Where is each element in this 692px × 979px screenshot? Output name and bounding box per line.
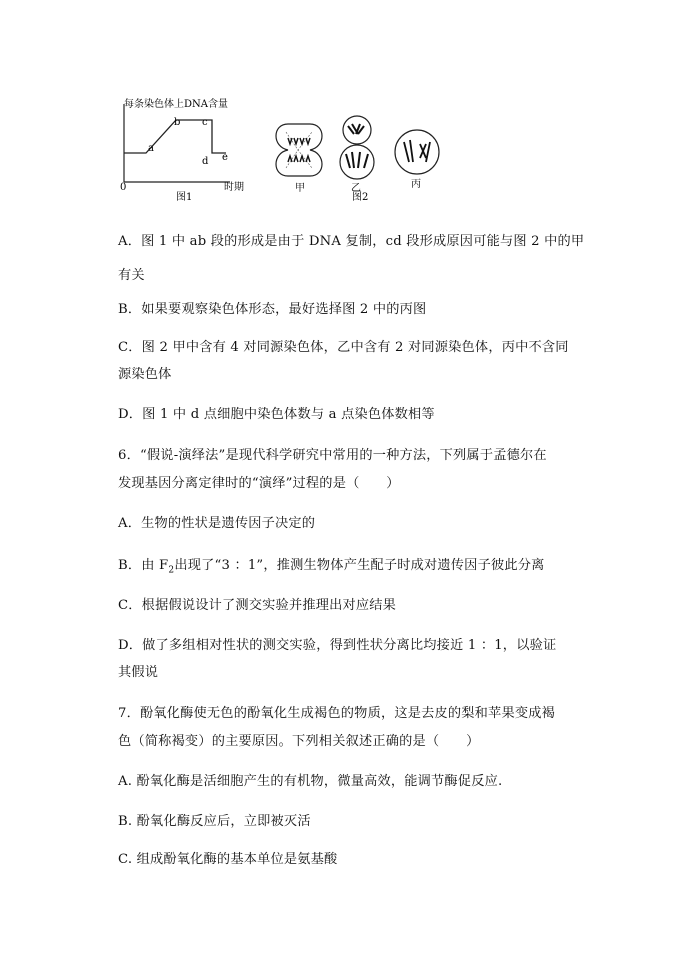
fig1-point-a: a	[148, 143, 154, 154]
fig1-caption: 图1	[176, 192, 193, 203]
question-6-line-1: 6．“假说-演绎法”是现代科学研究中常用的一种方法，下列属于孟德尔在	[118, 448, 547, 463]
cell-jia	[276, 124, 322, 194]
cell-yi-bottom-chromosomes	[346, 152, 368, 168]
fig2-caption: 图2	[352, 192, 369, 203]
option-5a-line-1: A．图 1 中 ab 段的形成是由于 DNA 复制，cd 段形成原因可能与图 2 中的甲	[118, 234, 585, 249]
cell-jia-label: 甲	[295, 183, 305, 194]
cell-jia-membrane	[276, 124, 322, 176]
option-7b: B. 酚氧化酶反应后，立即被灭活	[118, 814, 311, 829]
figure-svg	[112, 92, 452, 212]
option-5b: B．如果要观察染色体形态，最好选择图 2 中的丙图	[118, 302, 427, 317]
fig1-xlabel: 时期	[224, 182, 244, 193]
cell-jia-chromosomes-bottom	[288, 156, 310, 162]
option-6d-line-2: 其假说	[118, 665, 159, 680]
question-figure	[112, 92, 452, 212]
figure-2-cells	[276, 116, 439, 203]
option-6c: C．根据假说设计了测交实验并推理出对应结果	[118, 598, 397, 613]
cell-yi-label: 乙	[351, 183, 361, 194]
fig1-point-e: e	[222, 152, 228, 163]
option-7a: A. 酚氧化酶是活细胞产生的有机物，微量高效，能调节酶促反应.	[118, 774, 503, 789]
fig1-point-d: d	[202, 156, 209, 167]
option-6a: A．生物的性状是遗传因子决定的	[118, 516, 316, 531]
option-6b-post: 出现了“3 ：1”，推测生物体产生配子时成对遗传因子彼此分离	[174, 558, 545, 573]
question-7-line-1: 7．酚氧化酶使无色的酚氧化生成褐色的物质，这是去皮的梨和苹果变成褐	[118, 706, 555, 721]
cell-bing-membrane	[395, 130, 439, 174]
option-5a-line-2: 有关	[118, 268, 145, 283]
fig1-point-b: b	[174, 117, 181, 128]
option-5d: D．图 1 中 d 点细胞中染色体数与 a 点染色体数相等	[118, 407, 435, 422]
question-6-line-2: 发现基因分离定律时的“演绎”过程的是（ ）	[118, 476, 400, 491]
option-6b	[118, 556, 545, 581]
option-6d-line-1: D．做了多组相对性状的测交实验，得到性状分离比均接近 1 ：1，以验证	[118, 638, 557, 653]
option-6b-sub: 2	[168, 565, 175, 576]
cell-yi	[340, 116, 374, 194]
question-7-line-2: 色（简称褐变）的主要原因。下列相关叙述正确的是（ ）	[118, 734, 480, 749]
cell-bing	[395, 130, 439, 190]
figure-1-graph	[120, 97, 244, 203]
option-6b-pre: B．由 F	[118, 558, 169, 573]
option-7c: C. 组成酚氧化酶的基本单位是氨基酸	[118, 852, 338, 867]
cell-jia-spindle	[286, 132, 312, 168]
cell-yi-bottom	[340, 145, 374, 179]
cell-jia-chromosomes-top	[288, 138, 310, 144]
fig1-origin: 0	[120, 182, 127, 193]
fig1-point-c: c	[202, 117, 208, 128]
option-5c-line-2: 源染色体	[118, 367, 172, 382]
cell-yi-top-chromosomes	[348, 124, 364, 134]
cell-bing-label: 丙	[411, 179, 421, 190]
cell-bing-chromosomes	[404, 140, 430, 162]
option-5c-line-1: C．图 2 甲中含有 4 对同源染色体，乙中含有 2 对同源染色体，丙中不含同	[118, 340, 569, 355]
fig1-ylabel: 每条染色体上DNA含量	[124, 99, 228, 110]
